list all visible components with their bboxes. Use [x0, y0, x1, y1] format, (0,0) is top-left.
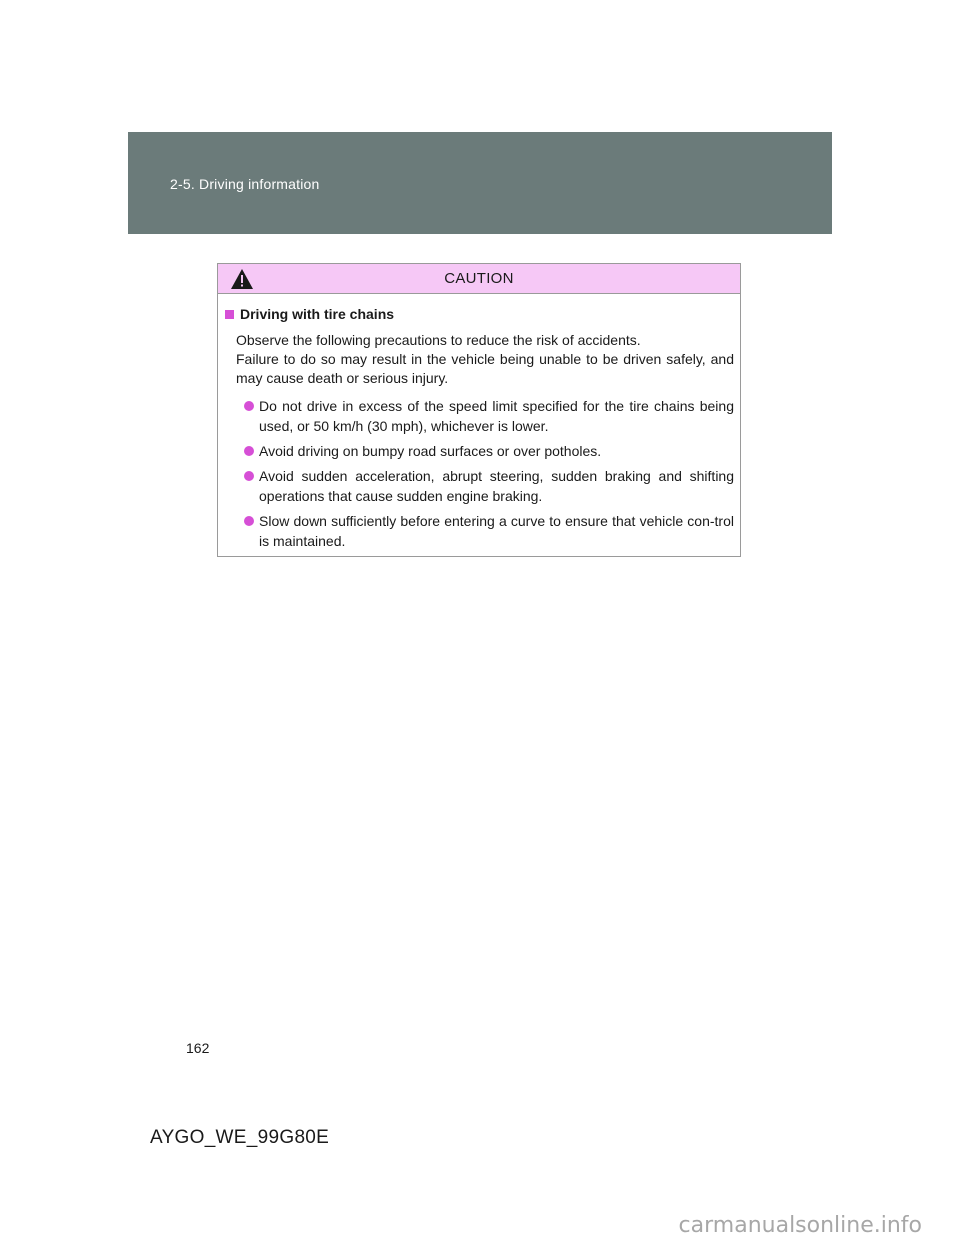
- caution-bullet-list: [224, 396, 734, 551]
- page-number: 162: [186, 1040, 210, 1056]
- dot-bullet-icon: [244, 516, 254, 526]
- caution-label: CAUTION: [444, 270, 514, 287]
- dot-bullet-icon: [244, 401, 254, 411]
- list-item: [244, 511, 734, 551]
- list-item-text: Avoid sudden acceleration, abrupt steering, sudden braking and shifting operations that cause sudden engine braking.: [259, 468, 734, 504]
- caution-body: [218, 294, 740, 551]
- caution-heading-text: Driving with tire chains: [240, 306, 395, 322]
- list-item: [244, 466, 734, 506]
- caution-header: [218, 264, 740, 294]
- watermark[interactable]: carmanualsonline.info: [678, 1213, 922, 1238]
- caution-heading: [224, 306, 734, 322]
- caution-box: [217, 263, 741, 557]
- caution-intro-line: Failure to do so may result in the vehicle being unable to be driven safely, and may cause death or serious injury.: [236, 351, 734, 386]
- square-bullet-icon: [225, 310, 234, 319]
- section-title: 2-5. Driving information: [170, 176, 320, 192]
- list-item: [244, 396, 734, 436]
- section-header-band: [128, 132, 832, 234]
- caution-intro-line: Observe the following precautions to reduce the risk of accidents.: [236, 332, 641, 348]
- document-code: AYGO_WE_99G80E: [150, 1127, 330, 1148]
- list-item-text: Slow down sufficiently before entering a curve to ensure that vehicle con-trol is maintained.: [259, 513, 734, 549]
- dot-bullet-icon: [244, 471, 254, 481]
- dot-bullet-icon: [244, 446, 254, 456]
- list-item-text: Do not drive in excess of the speed limit specified for the tire chains being used, or 50 km/h (30 mph), whichever is lower.: [259, 398, 734, 434]
- warning-triangle-icon: [230, 268, 254, 290]
- list-item-text: Avoid driving on bumpy road surfaces or over potholes.: [259, 443, 602, 459]
- list-item: [244, 441, 734, 461]
